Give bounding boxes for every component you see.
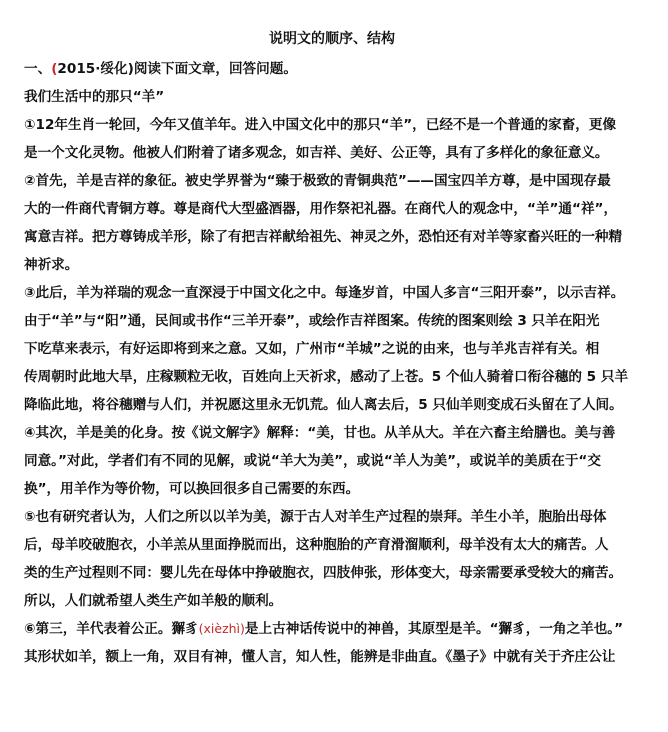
body-line: 下吃草来表示，有好运即将到来之意。又如，广州市“羊城”之说的由来，也与羊兆吉祥有关。相 [24, 341, 600, 357]
source-paren-open: ( [51, 61, 58, 77]
body-line: 寓意吉祥。把方尊铸成羊形，除了有把吉祥献给祖先、神灵之外，恐怕还有对羊等家畜兴旺的一种精 [24, 229, 623, 245]
paragraph-6-rest: 是上古神话传说中的神兽，其原型是羊。“獬豸，一角之羊也。” [244, 621, 624, 637]
body-line: 传周朝时此地大旱，庄稼颗粒无收，百姓向上天祈求，感动了上苍。5 个仙人骑着口衔谷穗的 5 只羊 [24, 369, 629, 385]
body-line: 换”，用羊作为等价物，可以换回很多自己需要的东西。 [24, 481, 360, 497]
body-line: 类的生产过程则不同：婴儿先在母体中挣破胞衣，四肢伸张，形体变大，母亲需要承受较大的痛苦。 [24, 565, 623, 581]
paragraph-6-start: ⑥第三，羊代表着公正。獬豸 [24, 621, 199, 637]
body-line: 由于“羊”与“阳”通，民间或书作“三羊开泰”，或绘作吉祥图案。传统的图案则绘 3 只羊在阳光 [24, 313, 600, 329]
body-line: ②首先，羊是吉祥的象征。被史学界誉为“臻于极致的青铜典范”——国宝四羊方尊，是中国现存最 [24, 173, 611, 189]
paragraph-6-line-2: 其形状如羊，额上一角，双目有神，懂人言，知人性，能辨是非曲直。《墨子》中就有关于齐庄公让 [24, 649, 616, 665]
body-line: 大的一件商代青铜方尊。尊是商代大型盛酒器，用作祭祀礼器。在商代人的观念中，“羊”通“祥”， [24, 201, 618, 217]
body-line: ④其次，羊是美的化身。按《说文解字》解释：“美，甘也。从羊从大。羊在六畜主给膳也。美与善 [24, 425, 616, 441]
body-line: 同意。”对此，学者们有不同的见解，或说“羊大为美”，或说“羊人为美”，或说羊的美质在于“交 [24, 453, 601, 469]
article-body [24, 111, 640, 615]
question-source: 2015·绥化 [57, 61, 128, 77]
body-line: 所以，人们就希望人类生产如羊般的顺利。 [24, 593, 283, 609]
body-line: 后，母羊咬破胞衣，小羊羔从里面挣脱而出，这种胞胎的产育滑溜顺利，母羊没有太大的痛苦。人 [24, 537, 609, 553]
pinyin-annotation: (xièzhì) [198, 621, 245, 636]
body-line: ①12年生肖一轮回，今年又值羊年。进入中国文化中的那只“羊”，已经不是一个普通的家畜，更像 [24, 117, 617, 133]
question-instruction: 阅读下面文章，回答问题。 [133, 61, 297, 77]
body-line: 是一个文化灵物。他被人们附着了诸多观念，如吉祥、美好、公正等，具有了多样化的象征意义。 [24, 145, 609, 161]
page-title: 说明文的顺序、结构 [269, 31, 395, 47]
body-line: ③此后，羊为祥瑞的观念一直深浸于中国文化之中。每逢岁首，中国人多言“三阳开泰”，以示吉祥。 [24, 285, 625, 301]
paragraph-6-line-1 [24, 615, 640, 643]
body-line: 神祈求。 [24, 257, 79, 273]
question-prefix: 一、 [24, 61, 52, 77]
article-title: 我们生活中的那只“羊” [24, 89, 165, 105]
source-paren-close: ) [127, 61, 134, 77]
body-line: 降临此地，将谷穗赠与人们，并祝愿这里永无饥荒。仙人离去后，5 只仙羊则变成石头留在了人间。 [24, 397, 623, 413]
body-line: ⑤也有研究者认为，人们之所以以羊为美，源于古人对羊生产过程的崇拜。羊生小羊，胞胎出母体 [24, 509, 607, 525]
question-heading [24, 55, 640, 83]
